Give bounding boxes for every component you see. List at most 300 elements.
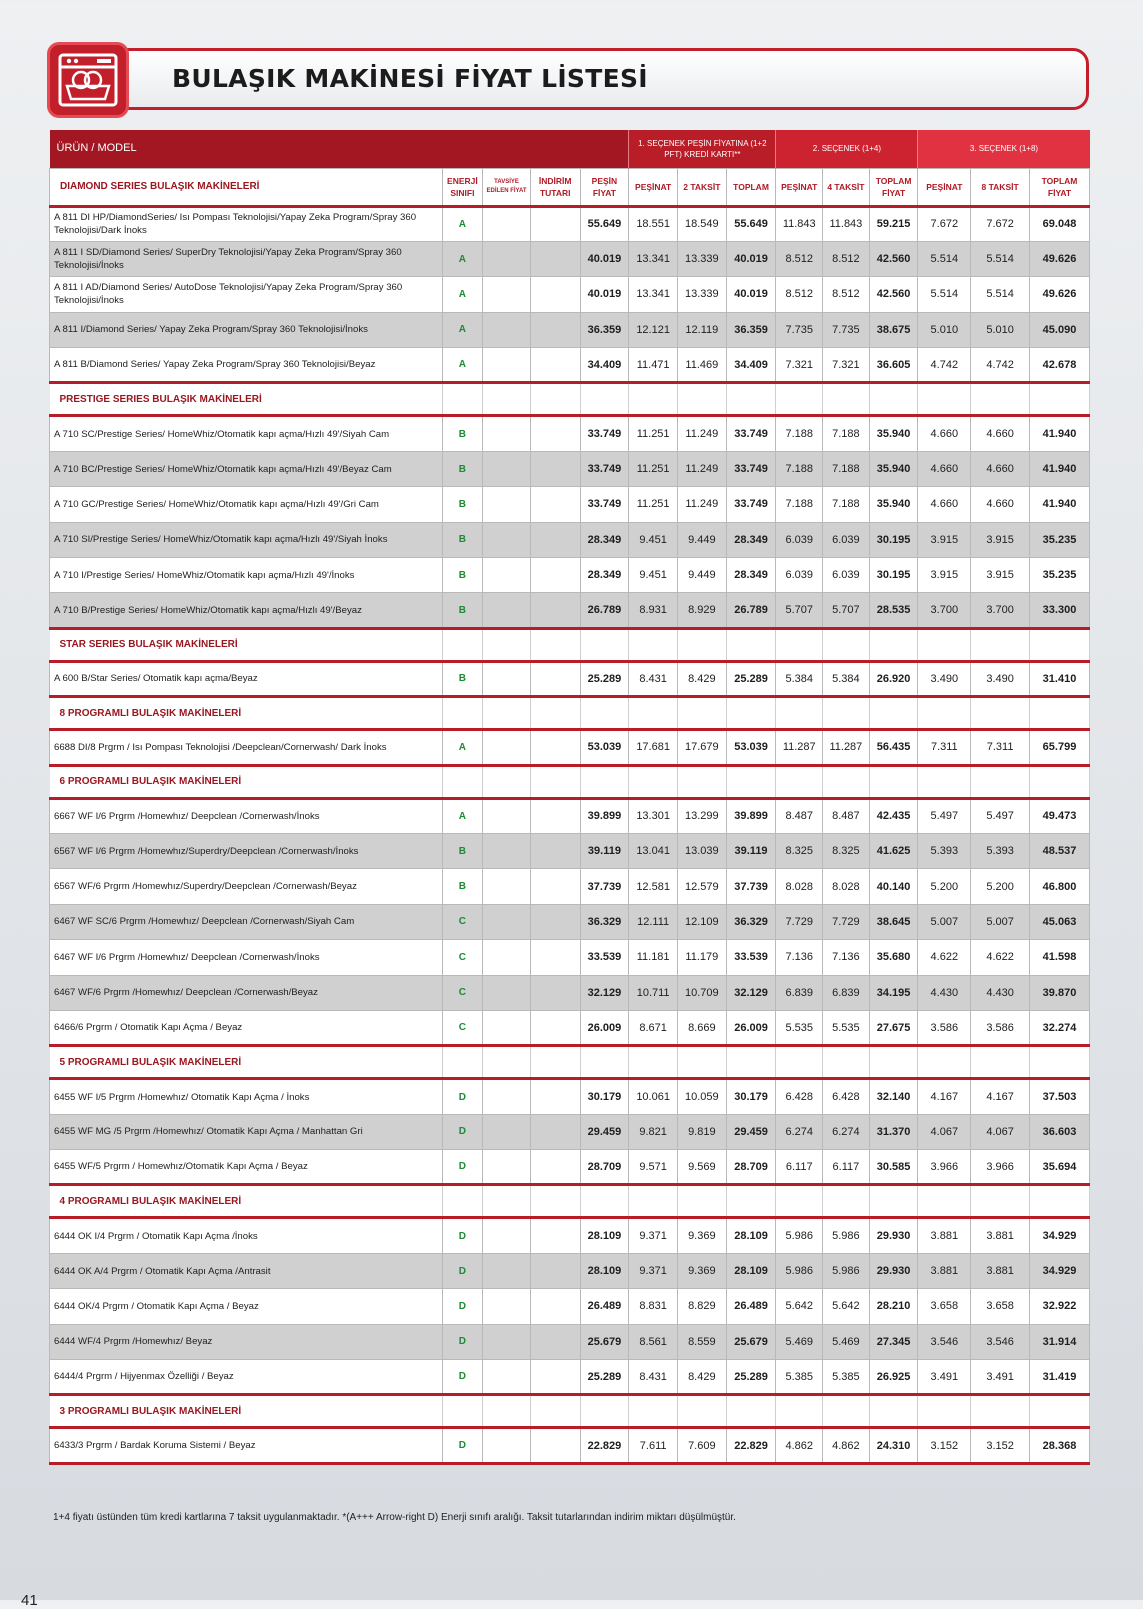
o2-down-value: 6.039 <box>776 522 823 557</box>
section-header-row <box>50 1046 1090 1079</box>
cash-value: 33.749 <box>580 487 629 522</box>
o1-inst-value: 9.569 <box>677 1150 726 1185</box>
o2-down-value: 8.512 <box>776 241 823 276</box>
o1-total-value: 34.409 <box>726 348 776 383</box>
o2-total-value: 30.195 <box>869 522 918 557</box>
column-header-row <box>50 168 1090 206</box>
o1-inst-value: 13.299 <box>677 798 726 833</box>
product-name: A 710 GC/Prestige Series/ HomeWhiz/Otomatik kapı açma/Hızlı 49'/Gri Cam <box>50 487 443 522</box>
empty-cell <box>1030 765 1090 798</box>
product-name: A 710 BC/Prestige Series/ HomeWhiz/Otomatik kapı açma/Hızlı 49'/Beyaz Cam <box>50 451 443 486</box>
recommended-price <box>483 206 531 241</box>
o2-inst-value: 7.136 <box>823 940 870 975</box>
discount-amount <box>530 869 580 904</box>
recommended-price <box>483 312 531 347</box>
o3-total-value: 32.274 <box>1030 1010 1090 1045</box>
discount-amount <box>530 241 580 276</box>
discount-amount <box>530 975 580 1010</box>
energy-class: C <box>442 940 483 975</box>
o3-total-value: 69.048 <box>1030 206 1090 241</box>
o3-total-value: 46.800 <box>1030 869 1090 904</box>
table-row <box>50 1428 1090 1463</box>
o2-down-value: 6.274 <box>776 1114 823 1149</box>
product-name: A 811 I/Diamond Series/ Yapay Zeka Program/Spray 360 Teknolojisi/İnoks <box>50 312 443 347</box>
o1-total-value: 33.749 <box>726 451 776 486</box>
o2-inst-value: 5.986 <box>823 1218 870 1253</box>
section-title: PRESTIGE SERIES BULAŞIK MAKİNELERİ <box>50 383 443 416</box>
o1-inst-value: 8.929 <box>677 593 726 628</box>
table-row <box>50 241 1090 276</box>
empty-cell <box>580 628 629 661</box>
empty-cell <box>442 765 483 798</box>
o3-down-value: 5.010 <box>918 312 971 347</box>
recommended-price <box>483 1114 531 1149</box>
o2-inst-value: 6.117 <box>823 1150 870 1185</box>
o2-down-value: 5.986 <box>776 1218 823 1253</box>
o2-down-value: 5.385 <box>776 1360 823 1395</box>
empty-cell <box>726 765 776 798</box>
o1-total-value: 28.349 <box>726 558 776 593</box>
o3-total-value: 41.940 <box>1030 451 1090 486</box>
o3-down-value: 3.490 <box>918 661 971 696</box>
o2-down-value: 7.735 <box>776 312 823 347</box>
o3-inst-value: 5.514 <box>971 277 1030 312</box>
o1-total-value: 40.019 <box>726 277 776 312</box>
discount-amount <box>530 1114 580 1149</box>
empty-cell <box>726 1046 776 1079</box>
o3-down-value: 4.742 <box>918 348 971 383</box>
option2-header: 2. SEÇENEK (1+4) <box>776 130 918 168</box>
o2-total-value: 56.435 <box>869 730 918 765</box>
recommended-price <box>483 904 531 939</box>
cash-value: 32.129 <box>580 975 629 1010</box>
table-row <box>50 416 1090 451</box>
o3-total-value: 31.914 <box>1030 1324 1090 1359</box>
product-name: A 811 B/Diamond Series/ Yapay Zeka Program/Spray 360 Teknolojisi/Beyaz <box>50 348 443 383</box>
o1-total-value: 37.739 <box>726 869 776 904</box>
o1-down-value: 9.371 <box>629 1253 678 1288</box>
o2-total-value: 26.925 <box>869 1360 918 1395</box>
cash-value: 34.409 <box>580 348 629 383</box>
o2-inst-value: 5.385 <box>823 1360 870 1395</box>
recommended-price <box>483 1428 531 1463</box>
option2-installment-header: 4 TAKSİT <box>823 168 870 206</box>
o3-total-value: 41.940 <box>1030 416 1090 451</box>
discount-amount <box>530 1360 580 1395</box>
o3-down-value: 3.152 <box>918 1428 971 1463</box>
empty-cell <box>629 697 678 730</box>
empty-cell <box>918 765 971 798</box>
o1-inst-value: 7.609 <box>677 1428 726 1463</box>
o2-down-value: 4.862 <box>776 1428 823 1463</box>
header-group-row <box>50 130 1090 168</box>
o2-total-value: 29.930 <box>869 1218 918 1253</box>
recommended-price <box>483 1218 531 1253</box>
product-name: 6688 DI/8 Prgrm / Isı Pompası Teknolojisi /Deepclean/Cornerwash/ Dark İnoks <box>50 730 443 765</box>
table-row <box>50 730 1090 765</box>
discount-amount <box>530 416 580 451</box>
o2-down-value: 11.287 <box>776 730 823 765</box>
o3-down-value: 5.514 <box>918 241 971 276</box>
o1-down-value: 12.121 <box>629 312 678 347</box>
table-row <box>50 593 1090 628</box>
product-name: A 600 B/Star Series/ Otomatik kapı açma/Beyaz <box>50 661 443 696</box>
o1-down-value: 9.821 <box>629 1114 678 1149</box>
o2-total-value: 36.605 <box>869 348 918 383</box>
o3-inst-value: 5.010 <box>971 312 1030 347</box>
recommended-price <box>483 1324 531 1359</box>
o1-down-value: 12.581 <box>629 869 678 904</box>
o2-down-value: 5.469 <box>776 1324 823 1359</box>
energy-class: D <box>442 1289 483 1324</box>
table-row <box>50 1218 1090 1253</box>
table-row <box>50 1324 1090 1359</box>
cash-value: 37.739 <box>580 869 629 904</box>
energy-class: D <box>442 1218 483 1253</box>
o1-total-value: 32.129 <box>726 975 776 1010</box>
o3-down-value: 5.497 <box>918 798 971 833</box>
recommended-price <box>483 1289 531 1324</box>
o1-inst-value: 8.559 <box>677 1324 726 1359</box>
empty-cell <box>971 1185 1030 1218</box>
o2-inst-value: 8.487 <box>823 798 870 833</box>
o1-inst-value: 17.679 <box>677 730 726 765</box>
o3-total-value: 49.626 <box>1030 241 1090 276</box>
o3-down-value: 4.067 <box>918 1114 971 1149</box>
o2-inst-value: 5.535 <box>823 1010 870 1045</box>
o3-total-value: 31.410 <box>1030 661 1090 696</box>
discount-amount <box>530 558 580 593</box>
discount-amount <box>530 277 580 312</box>
empty-cell <box>776 1185 823 1218</box>
price-table <box>49 130 1090 1465</box>
energy-class: C <box>442 1010 483 1045</box>
table-row <box>50 1253 1090 1288</box>
empty-cell <box>726 628 776 661</box>
o3-total-value: 36.603 <box>1030 1114 1090 1149</box>
cash-value: 26.489 <box>580 1289 629 1324</box>
o2-total-value: 35.940 <box>869 487 918 522</box>
empty-cell <box>776 697 823 730</box>
o2-total-value: 42.560 <box>869 277 918 312</box>
o1-down-value: 13.041 <box>629 833 678 868</box>
o3-total-value: 49.473 <box>1030 798 1090 833</box>
o1-inst-value: 11.249 <box>677 416 726 451</box>
o2-down-value: 7.188 <box>776 416 823 451</box>
cash-value: 33.749 <box>580 451 629 486</box>
cash-value: 28.109 <box>580 1253 629 1288</box>
empty-cell <box>869 1395 918 1428</box>
cash-value: 29.459 <box>580 1114 629 1149</box>
empty-cell <box>442 1046 483 1079</box>
o3-total-value: 31.419 <box>1030 1360 1090 1395</box>
section-title: DIAMOND SERIES BULAŞIK MAKİNELERİ <box>50 168 443 206</box>
o2-total-value: 30.585 <box>869 1150 918 1185</box>
energy-class: D <box>442 1253 483 1288</box>
o3-down-value: 5.514 <box>918 277 971 312</box>
o3-down-value: 3.700 <box>918 593 971 628</box>
empty-cell <box>629 1395 678 1428</box>
o3-down-value: 5.007 <box>918 904 971 939</box>
o3-inst-value: 3.700 <box>971 593 1030 628</box>
o2-total-value: 35.940 <box>869 451 918 486</box>
cash-value: 39.119 <box>580 833 629 868</box>
price-table-body <box>50 168 1090 1463</box>
recommended-price <box>483 487 531 522</box>
energy-class: D <box>442 1324 483 1359</box>
o2-total-value: 41.625 <box>869 833 918 868</box>
discount-amount <box>530 522 580 557</box>
product-name: 6567 WF I/6 Prgrm /Homewhız/Superdry/Deepclean /Cornerwash/İnoks <box>50 833 443 868</box>
o3-down-value: 4.622 <box>918 940 971 975</box>
empty-cell <box>530 765 580 798</box>
empty-cell <box>677 765 726 798</box>
recommended-price <box>483 661 531 696</box>
product-name: 6455 WF/5 Prgrm / Homewhız/Otomatik Kapı Açma / Beyaz <box>50 1150 443 1185</box>
o1-total-value: 30.179 <box>726 1079 776 1114</box>
cash-value: 36.329 <box>580 904 629 939</box>
energy-class: A <box>442 277 483 312</box>
option2-total-header: TOPLAM FİYAT <box>869 168 918 206</box>
o1-inst-value: 9.819 <box>677 1114 726 1149</box>
discount-amount <box>530 661 580 696</box>
option1-header: 1. SEÇENEK PEŞİN FİYATINA (1+2 PFT) KREDİ KARTI** <box>629 130 776 168</box>
empty-cell <box>918 628 971 661</box>
table-row <box>50 277 1090 312</box>
o3-inst-value: 3.881 <box>971 1218 1030 1253</box>
o2-inst-value: 6.839 <box>823 975 870 1010</box>
o3-inst-value: 4.067 <box>971 1114 1030 1149</box>
o3-total-value: 65.799 <box>1030 730 1090 765</box>
recommended-price <box>483 1253 531 1288</box>
energy-class: B <box>442 869 483 904</box>
o1-inst-value: 10.059 <box>677 1079 726 1114</box>
o1-down-value: 7.611 <box>629 1428 678 1463</box>
section-header-row <box>50 1185 1090 1218</box>
empty-cell <box>823 697 870 730</box>
o2-inst-value: 7.188 <box>823 451 870 486</box>
o1-inst-value: 12.579 <box>677 869 726 904</box>
empty-cell <box>530 628 580 661</box>
o2-total-value: 38.645 <box>869 904 918 939</box>
o2-down-value: 5.707 <box>776 593 823 628</box>
cash-value: 53.039 <box>580 730 629 765</box>
discount-amount <box>530 940 580 975</box>
o2-total-value: 35.680 <box>869 940 918 975</box>
empty-cell <box>483 1185 531 1218</box>
product-name: A 811 I AD/Diamond Series/ AutoDose Teknolojisi/Yapay Zeka Program/Spray 360 Teknolojisi/İnoks <box>50 277 443 312</box>
empty-cell <box>483 765 531 798</box>
o3-down-value: 3.881 <box>918 1253 971 1288</box>
o3-down-value: 3.586 <box>918 1010 971 1045</box>
empty-cell <box>869 765 918 798</box>
o3-total-value: 35.694 <box>1030 1150 1090 1185</box>
discount-header: İNDİRİM TUTARI <box>530 168 580 206</box>
empty-cell <box>823 765 870 798</box>
o1-inst-value: 8.829 <box>677 1289 726 1324</box>
energy-class: D <box>442 1150 483 1185</box>
o3-total-value: 34.929 <box>1030 1253 1090 1288</box>
cash-value: 33.539 <box>580 940 629 975</box>
o3-inst-value: 5.497 <box>971 798 1030 833</box>
option3-total-header: TOPLAM FİYAT <box>1030 168 1090 206</box>
empty-cell <box>869 628 918 661</box>
o1-inst-value: 13.039 <box>677 833 726 868</box>
o3-inst-value: 4.660 <box>971 416 1030 451</box>
o3-inst-value: 3.881 <box>971 1253 1030 1288</box>
o3-inst-value: 5.007 <box>971 904 1030 939</box>
energy-class: A <box>442 241 483 276</box>
o2-down-value: 8.512 <box>776 277 823 312</box>
o3-down-value: 3.966 <box>918 1150 971 1185</box>
empty-cell <box>629 628 678 661</box>
product-name: A 811 DI HP/DiamondSeries/ Isı Pompası Teknolojisi/Yapay Zeka Program/Spray 360 Teknolojisi/Dark İnoks <box>50 206 443 241</box>
empty-cell <box>823 1046 870 1079</box>
energy-class: D <box>442 1079 483 1114</box>
cash-price-header: PEŞİN FİYAT <box>580 168 629 206</box>
cash-value: 25.679 <box>580 1324 629 1359</box>
recommended-price-header: TAVSİYE EDİLEN FİYAT <box>483 168 531 206</box>
empty-cell <box>776 765 823 798</box>
section-title: STAR SERIES BULAŞIK MAKİNELERİ <box>50 628 443 661</box>
section-title: 4 PROGRAMLI BULAŞIK MAKİNELERİ <box>50 1185 443 1218</box>
energy-class: B <box>442 451 483 486</box>
o2-inst-value: 8.512 <box>823 241 870 276</box>
o1-down-value: 18.551 <box>629 206 678 241</box>
cash-value: 26.009 <box>580 1010 629 1045</box>
o1-inst-value: 9.369 <box>677 1253 726 1288</box>
discount-amount <box>530 1218 580 1253</box>
cash-value: 25.289 <box>580 661 629 696</box>
section-title: 3 PROGRAMLI BULAŞIK MAKİNELERİ <box>50 1395 443 1428</box>
empty-cell <box>442 697 483 730</box>
o2-total-value: 34.195 <box>869 975 918 1010</box>
o3-down-value: 4.660 <box>918 487 971 522</box>
empty-cell <box>726 383 776 416</box>
section-header-row <box>50 1395 1090 1428</box>
o3-down-value: 7.672 <box>918 206 971 241</box>
o3-inst-value: 3.490 <box>971 661 1030 696</box>
energy-class: D <box>442 1428 483 1463</box>
o1-down-value: 8.431 <box>629 1360 678 1395</box>
empty-cell <box>971 697 1030 730</box>
empty-cell <box>918 1185 971 1218</box>
product-name: 6444 OK/4 Prgrm / Otomatik Kapı Açma / Beyaz <box>50 1289 443 1324</box>
o3-inst-value: 5.200 <box>971 869 1030 904</box>
o3-total-value: 28.368 <box>1030 1428 1090 1463</box>
o2-total-value: 26.920 <box>869 661 918 696</box>
o2-inst-value: 6.428 <box>823 1079 870 1114</box>
product-name: 6467 WF I/6 Prgrm /Homewhız/ Deepclean /Cornerwash/İnoks <box>50 940 443 975</box>
o1-total-value: 36.329 <box>726 904 776 939</box>
o2-down-value: 6.039 <box>776 558 823 593</box>
o1-inst-value: 18.549 <box>677 206 726 241</box>
cash-value: 28.109 <box>580 1218 629 1253</box>
empty-cell <box>971 1046 1030 1079</box>
empty-cell <box>918 1046 971 1079</box>
discount-amount <box>530 312 580 347</box>
o3-down-value: 5.393 <box>918 833 971 868</box>
o1-down-value: 8.561 <box>629 1324 678 1359</box>
o3-total-value: 35.235 <box>1030 558 1090 593</box>
o1-down-value: 10.061 <box>629 1079 678 1114</box>
discount-amount <box>530 206 580 241</box>
o1-total-value: 22.829 <box>726 1428 776 1463</box>
discount-amount <box>530 593 580 628</box>
o2-down-value: 6.117 <box>776 1150 823 1185</box>
o1-down-value: 13.301 <box>629 798 678 833</box>
product-name: 6466/6 Prgrm / Otomatik Kapı Açma / Beyaz <box>50 1010 443 1045</box>
o3-down-value: 3.658 <box>918 1289 971 1324</box>
empty-cell <box>823 383 870 416</box>
empty-cell <box>530 697 580 730</box>
recommended-price <box>483 558 531 593</box>
o2-inst-value: 11.287 <box>823 730 870 765</box>
discount-amount <box>530 451 580 486</box>
table-row <box>50 206 1090 241</box>
product-name: A 710 B/Prestige Series/ HomeWhiz/Otomatik kapı açma/Hızlı 49'/Beyaz <box>50 593 443 628</box>
o1-inst-value: 10.709 <box>677 975 726 1010</box>
o2-inst-value: 5.707 <box>823 593 870 628</box>
option1-down-header: PEŞİNAT <box>629 168 678 206</box>
o1-down-value: 9.451 <box>629 558 678 593</box>
section-title: 6 PROGRAMLI BULAŞIK MAKİNELERİ <box>50 765 443 798</box>
o3-inst-value: 5.393 <box>971 833 1030 868</box>
section-header-row <box>50 697 1090 730</box>
energy-class-header: ENERJİ SINIFI <box>442 168 483 206</box>
table-row <box>50 1079 1090 1114</box>
o3-total-value: 35.235 <box>1030 522 1090 557</box>
discount-amount <box>530 904 580 939</box>
o1-total-value: 28.109 <box>726 1253 776 1288</box>
recommended-price <box>483 798 531 833</box>
table-row <box>50 869 1090 904</box>
o3-down-value: 3.491 <box>918 1360 971 1395</box>
o1-total-value: 29.459 <box>726 1114 776 1149</box>
o2-total-value: 28.210 <box>869 1289 918 1324</box>
o3-total-value: 49.626 <box>1030 277 1090 312</box>
o1-down-value: 11.181 <box>629 940 678 975</box>
empty-cell <box>677 1185 726 1218</box>
empty-cell <box>629 1185 678 1218</box>
empty-cell <box>483 383 531 416</box>
product-name: 6444 OK I/4 Prgrm / Otomatik Kapı Açma /İnoks <box>50 1218 443 1253</box>
page-number: 41 <box>21 1592 38 1609</box>
o3-down-value: 4.430 <box>918 975 971 1010</box>
section-title: 8 PROGRAMLI BULAŞIK MAKİNELERİ <box>50 697 443 730</box>
empty-cell <box>580 383 629 416</box>
o3-inst-value: 3.915 <box>971 558 1030 593</box>
energy-class: B <box>442 416 483 451</box>
o2-down-value: 7.136 <box>776 940 823 975</box>
empty-cell <box>918 697 971 730</box>
o1-total-value: 33.749 <box>726 487 776 522</box>
o1-total-value: 28.109 <box>726 1218 776 1253</box>
energy-class: A <box>442 798 483 833</box>
o3-down-value: 5.200 <box>918 869 971 904</box>
o3-inst-value: 3.915 <box>971 522 1030 557</box>
o3-total-value: 33.300 <box>1030 593 1090 628</box>
o2-total-value: 35.940 <box>869 416 918 451</box>
page-title: BULAŞIK MAKİNESİ FİYAT LİSTESİ <box>172 64 648 93</box>
empty-cell <box>442 628 483 661</box>
table-row <box>50 833 1090 868</box>
product-name: A 710 I/Prestige Series/ HomeWhiz/Otomatik kapı açma/Hızlı 49'/İnoks <box>50 558 443 593</box>
empty-cell <box>530 383 580 416</box>
recommended-price <box>483 348 531 383</box>
recommended-price <box>483 730 531 765</box>
recommended-price <box>483 833 531 868</box>
